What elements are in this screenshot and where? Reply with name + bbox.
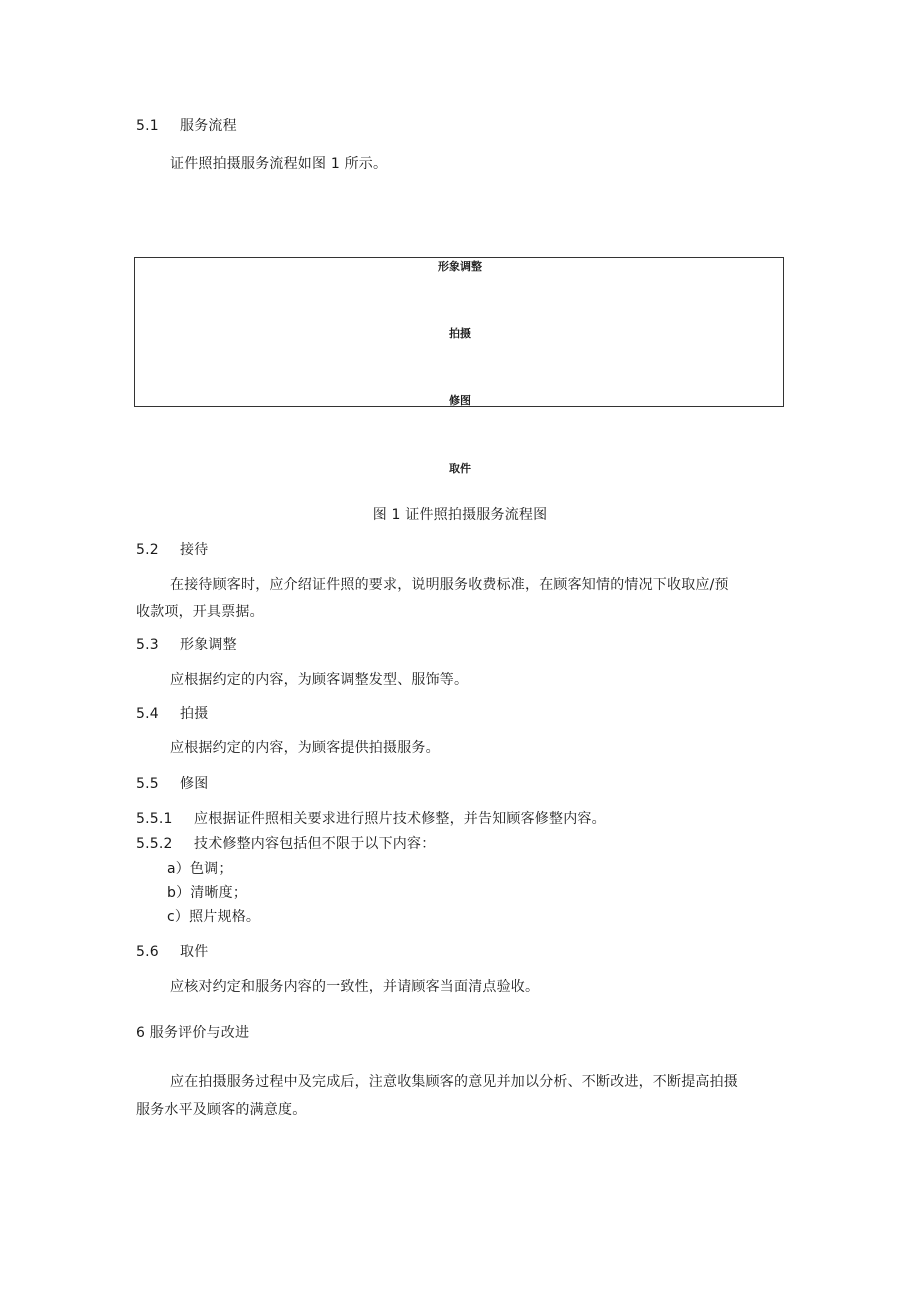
section-5-4-body: 应根据约定的内容，为顾客提供拍摄服务。: [170, 740, 440, 756]
section-5-1-heading: [136, 117, 237, 135]
section-number: 5.1: [136, 118, 159, 134]
list-item: c）照片规格。: [167, 909, 261, 925]
flow-step-shoot: 拍摄: [449, 327, 471, 340]
section-title: 取件: [180, 944, 209, 960]
subsection-number: 5.5.1: [136, 811, 173, 827]
section-5-5-1: [136, 810, 606, 828]
section-5-2-body-line1: 在接待顾客时，应介绍证件照的要求，说明服务收费标准，在顾客知情的情况下收取应/预: [170, 577, 729, 593]
section-number: 5.5: [136, 776, 159, 792]
list-item: a）色调；: [167, 861, 233, 877]
section-6-body-line1: 应在拍摄服务过程中及完成后，注意收集顾客的意见并加以分析、不断改进，不断提高拍摄: [170, 1074, 738, 1090]
list-item: b）清晰度；: [167, 885, 248, 901]
section-6-body-line2: 服务水平及顾客的满意度。: [136, 1102, 307, 1118]
section-number: 5.3: [136, 637, 159, 653]
section-number: 5.2: [136, 542, 159, 558]
subsection-number: 5.5.2: [136, 836, 173, 852]
section-5-2-heading: [136, 541, 208, 559]
section-5-3-body: 应根据约定的内容，为顾客调整发型、服饰等。: [170, 672, 469, 688]
section-title: 修图: [180, 776, 209, 792]
subsection-text: 技术修整内容包括但不限于以下内容：: [194, 836, 436, 852]
section-6-heading: 6 服务评价与改进: [136, 1025, 250, 1041]
figure-caption: 图 1 证件照拍摄服务流程图: [372, 507, 548, 523]
flow-step-retouch: 修图: [449, 394, 471, 407]
section-5-6-body: 应核对约定和服务内容的一致性，并请顾客当面清点验收。: [170, 979, 540, 995]
section-title: 拍摄: [180, 706, 209, 722]
flow-step-image-adjust: 形象调整: [438, 260, 482, 273]
flow-step-pickup: 取件: [449, 462, 471, 475]
section-5-3-heading: [136, 636, 237, 654]
section-5-5-heading: [136, 775, 208, 793]
section-5-5-2: [136, 835, 435, 853]
section-5-6-heading: [136, 943, 208, 961]
section-title: 接待: [180, 542, 209, 558]
section-5-2-body-line2: 收款项，开具票据。: [136, 604, 264, 620]
section-number: 5.4: [136, 706, 159, 722]
section-number: 5.6: [136, 944, 159, 960]
subsection-text: 应根据证件照相关要求进行照片技术修整，并告知顾客修整内容。: [194, 811, 606, 827]
section-title: 形象调整: [180, 637, 237, 653]
section-title: 服务流程: [180, 118, 237, 134]
section-5-4-heading: [136, 705, 208, 723]
section-5-1-body: 证件照拍摄服务流程如图 1 所示。: [170, 156, 388, 172]
